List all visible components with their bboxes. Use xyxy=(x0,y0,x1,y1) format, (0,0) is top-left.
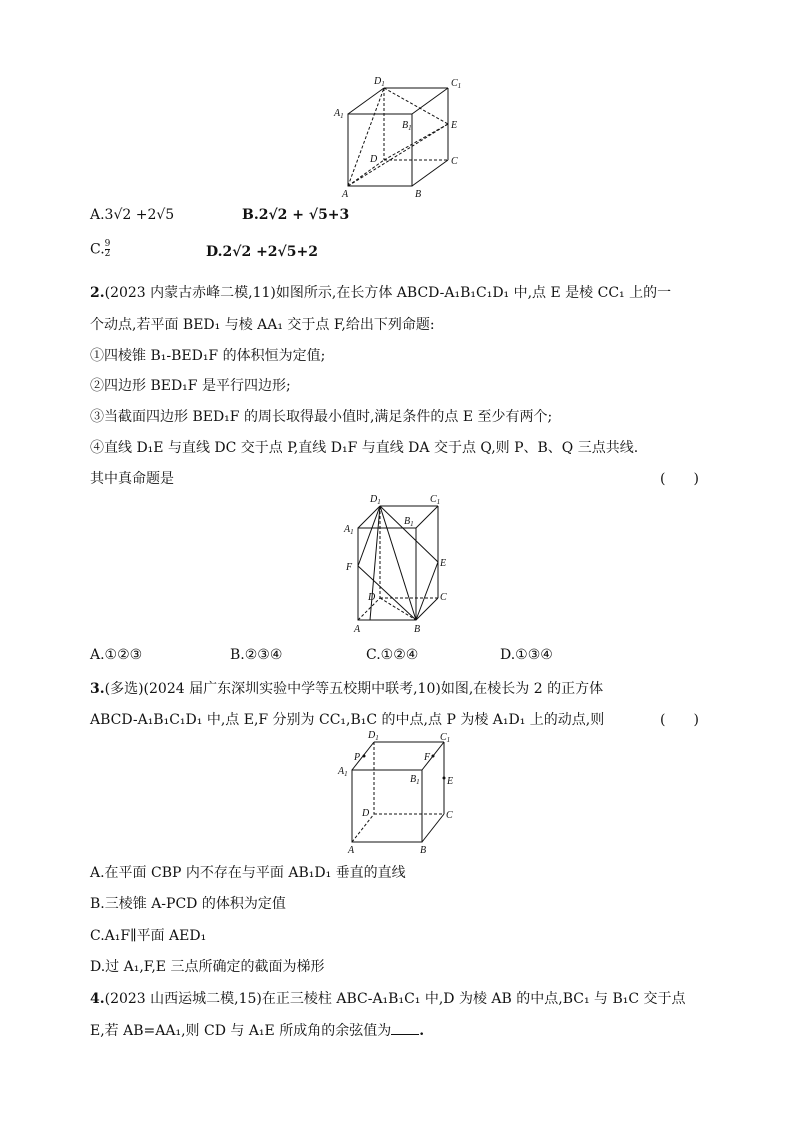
svg-text:A1: $A_1$ xyxy=(334,108,344,120)
q4-answer-blank[interactable] xyxy=(391,1034,419,1035)
svg-text:E: E xyxy=(447,776,454,787)
q2-option-b[interactable]: B.②③④ xyxy=(230,647,283,663)
figure-cube-3 xyxy=(336,728,466,858)
q3-option-b[interactable]: B.三棱锥 A-PCD 的体积为定值 xyxy=(90,896,286,912)
q3-stem-line2: ABCD-A₁B₁C₁D₁ 中,点 E,F 分别为 CC₁,B₁C 的中点,点 P 为棱 A₁D₁ 上的动点,则 xyxy=(90,712,605,728)
svg-text:D1: $D_1$ xyxy=(368,730,379,742)
figure-cube-1 xyxy=(330,72,470,202)
q4-stem-line2: E,若 AB=AA₁,则 CD 与 A₁E 所成角的余弦值为 . xyxy=(90,1023,425,1039)
svg-text:B1: $B_1$ xyxy=(402,120,412,132)
svg-text:C: C xyxy=(451,156,458,167)
svg-text:C1: $C_1$ xyxy=(451,78,462,90)
svg-text:A1: $A_1$ xyxy=(344,524,354,536)
q2-statement-1: ①四棱锥 B₁-BED₁F 的体积恒为定值; xyxy=(90,348,326,364)
svg-text:D: D xyxy=(368,592,376,603)
q3-option-d[interactable]: D.过 A₁,F,E 三点所确定的截面为梯形 xyxy=(90,959,325,975)
svg-text:B: B xyxy=(415,189,422,200)
svg-text:A: A xyxy=(348,845,355,856)
q1-option-b[interactable]: B.2√2 + √5+3 xyxy=(242,207,350,223)
label-d1: D xyxy=(374,76,382,87)
q1-option-c[interactable]: C. $\frac{9}{2}$ xyxy=(90,239,111,259)
svg-text:D: D xyxy=(370,154,378,165)
svg-text:A: A xyxy=(354,624,361,635)
q2-statement-2: ②四边形 BED₁F 是平行四边形; xyxy=(90,378,291,394)
q3-stem-line1: 3.(多选)(2024 届广东深圳实验中学等五校期中联考,10)如图,在棱长为 2 的正方体 xyxy=(90,681,604,697)
q2-ask: 其中真命题是 xyxy=(90,471,174,487)
svg-text:F: F xyxy=(424,752,431,763)
q4-stem-line1: 4.(2023 山西运城二模,15)在正三棱柱 ABC-A₁B₁C₁ 中,D 为棱 AB 的中点,BC₁ 与 B₁C 交于点 xyxy=(90,991,686,1007)
svg-text:C: C xyxy=(440,592,447,603)
q2-statement-4: ④直线 D₁E 与直线 DC 交于点 P,直线 D₁F 与直线 DA 交于点 Q,则 P、B、Q 三点共线. xyxy=(90,440,639,456)
svg-text:A: A xyxy=(342,189,349,200)
q2-option-d[interactable]: D.①③④ xyxy=(500,647,553,663)
q2-stem-line1: 2.(2023 内蒙古赤峰二模,11)如图所示,在长方体 ABCD-A₁B₁C₁D₁ 中,点 E 是棱 CC₁ 上的一 xyxy=(90,285,672,301)
q3-option-a[interactable]: A.在平面 CBP 内不存在与平面 AB₁D₁ 垂直的直线 xyxy=(90,865,406,881)
q3-option-c[interactable]: C.A₁F∥平面 AED₁ xyxy=(90,928,207,944)
q2-stem-line2: 个动点,若平面 BED₁ 与棱 AA₁ 交于点 F,给出下列命题: xyxy=(90,317,435,333)
svg-text:D1: $D_1$ xyxy=(370,494,381,506)
q2-option-c[interactable]: C.①②④ xyxy=(366,647,419,663)
svg-text:B: B xyxy=(414,624,421,635)
svg-text:P: P xyxy=(354,752,361,763)
q1-option-a[interactable]: A.3√2 +2√5 xyxy=(90,207,175,223)
svg-text:C1: $C_1$ xyxy=(430,494,441,506)
svg-text:C1: $C_1$ xyxy=(440,732,451,744)
svg-text:E: E xyxy=(440,558,447,569)
svg-text:B1: $B_1$ xyxy=(410,774,420,786)
svg-text:D1: $D_1$ xyxy=(374,76,385,88)
q2-option-a[interactable]: A.①②③ xyxy=(90,647,143,663)
q2-answer-paren[interactable]: ( ) xyxy=(660,471,699,487)
q1-option-d[interactable]: D.2√2 +2√5+2 xyxy=(206,244,318,260)
figure-cuboid-2 xyxy=(340,490,460,640)
q2-statement-3: ③当截面四边形 BED₁F 的周长取得最小值时,满足条件的点 E 至少有两个; xyxy=(90,409,553,425)
svg-text:A1: $A_1$ xyxy=(338,766,348,778)
svg-text:B1: $B_1$ xyxy=(404,516,414,528)
svg-text:C: C xyxy=(446,810,453,821)
svg-text:B: B xyxy=(420,845,427,856)
svg-text:E: E xyxy=(451,120,458,131)
q3-answer-paren[interactable]: ( ) xyxy=(660,712,699,728)
svg-text:F: F xyxy=(346,562,353,573)
svg-text:D: D xyxy=(362,808,370,819)
